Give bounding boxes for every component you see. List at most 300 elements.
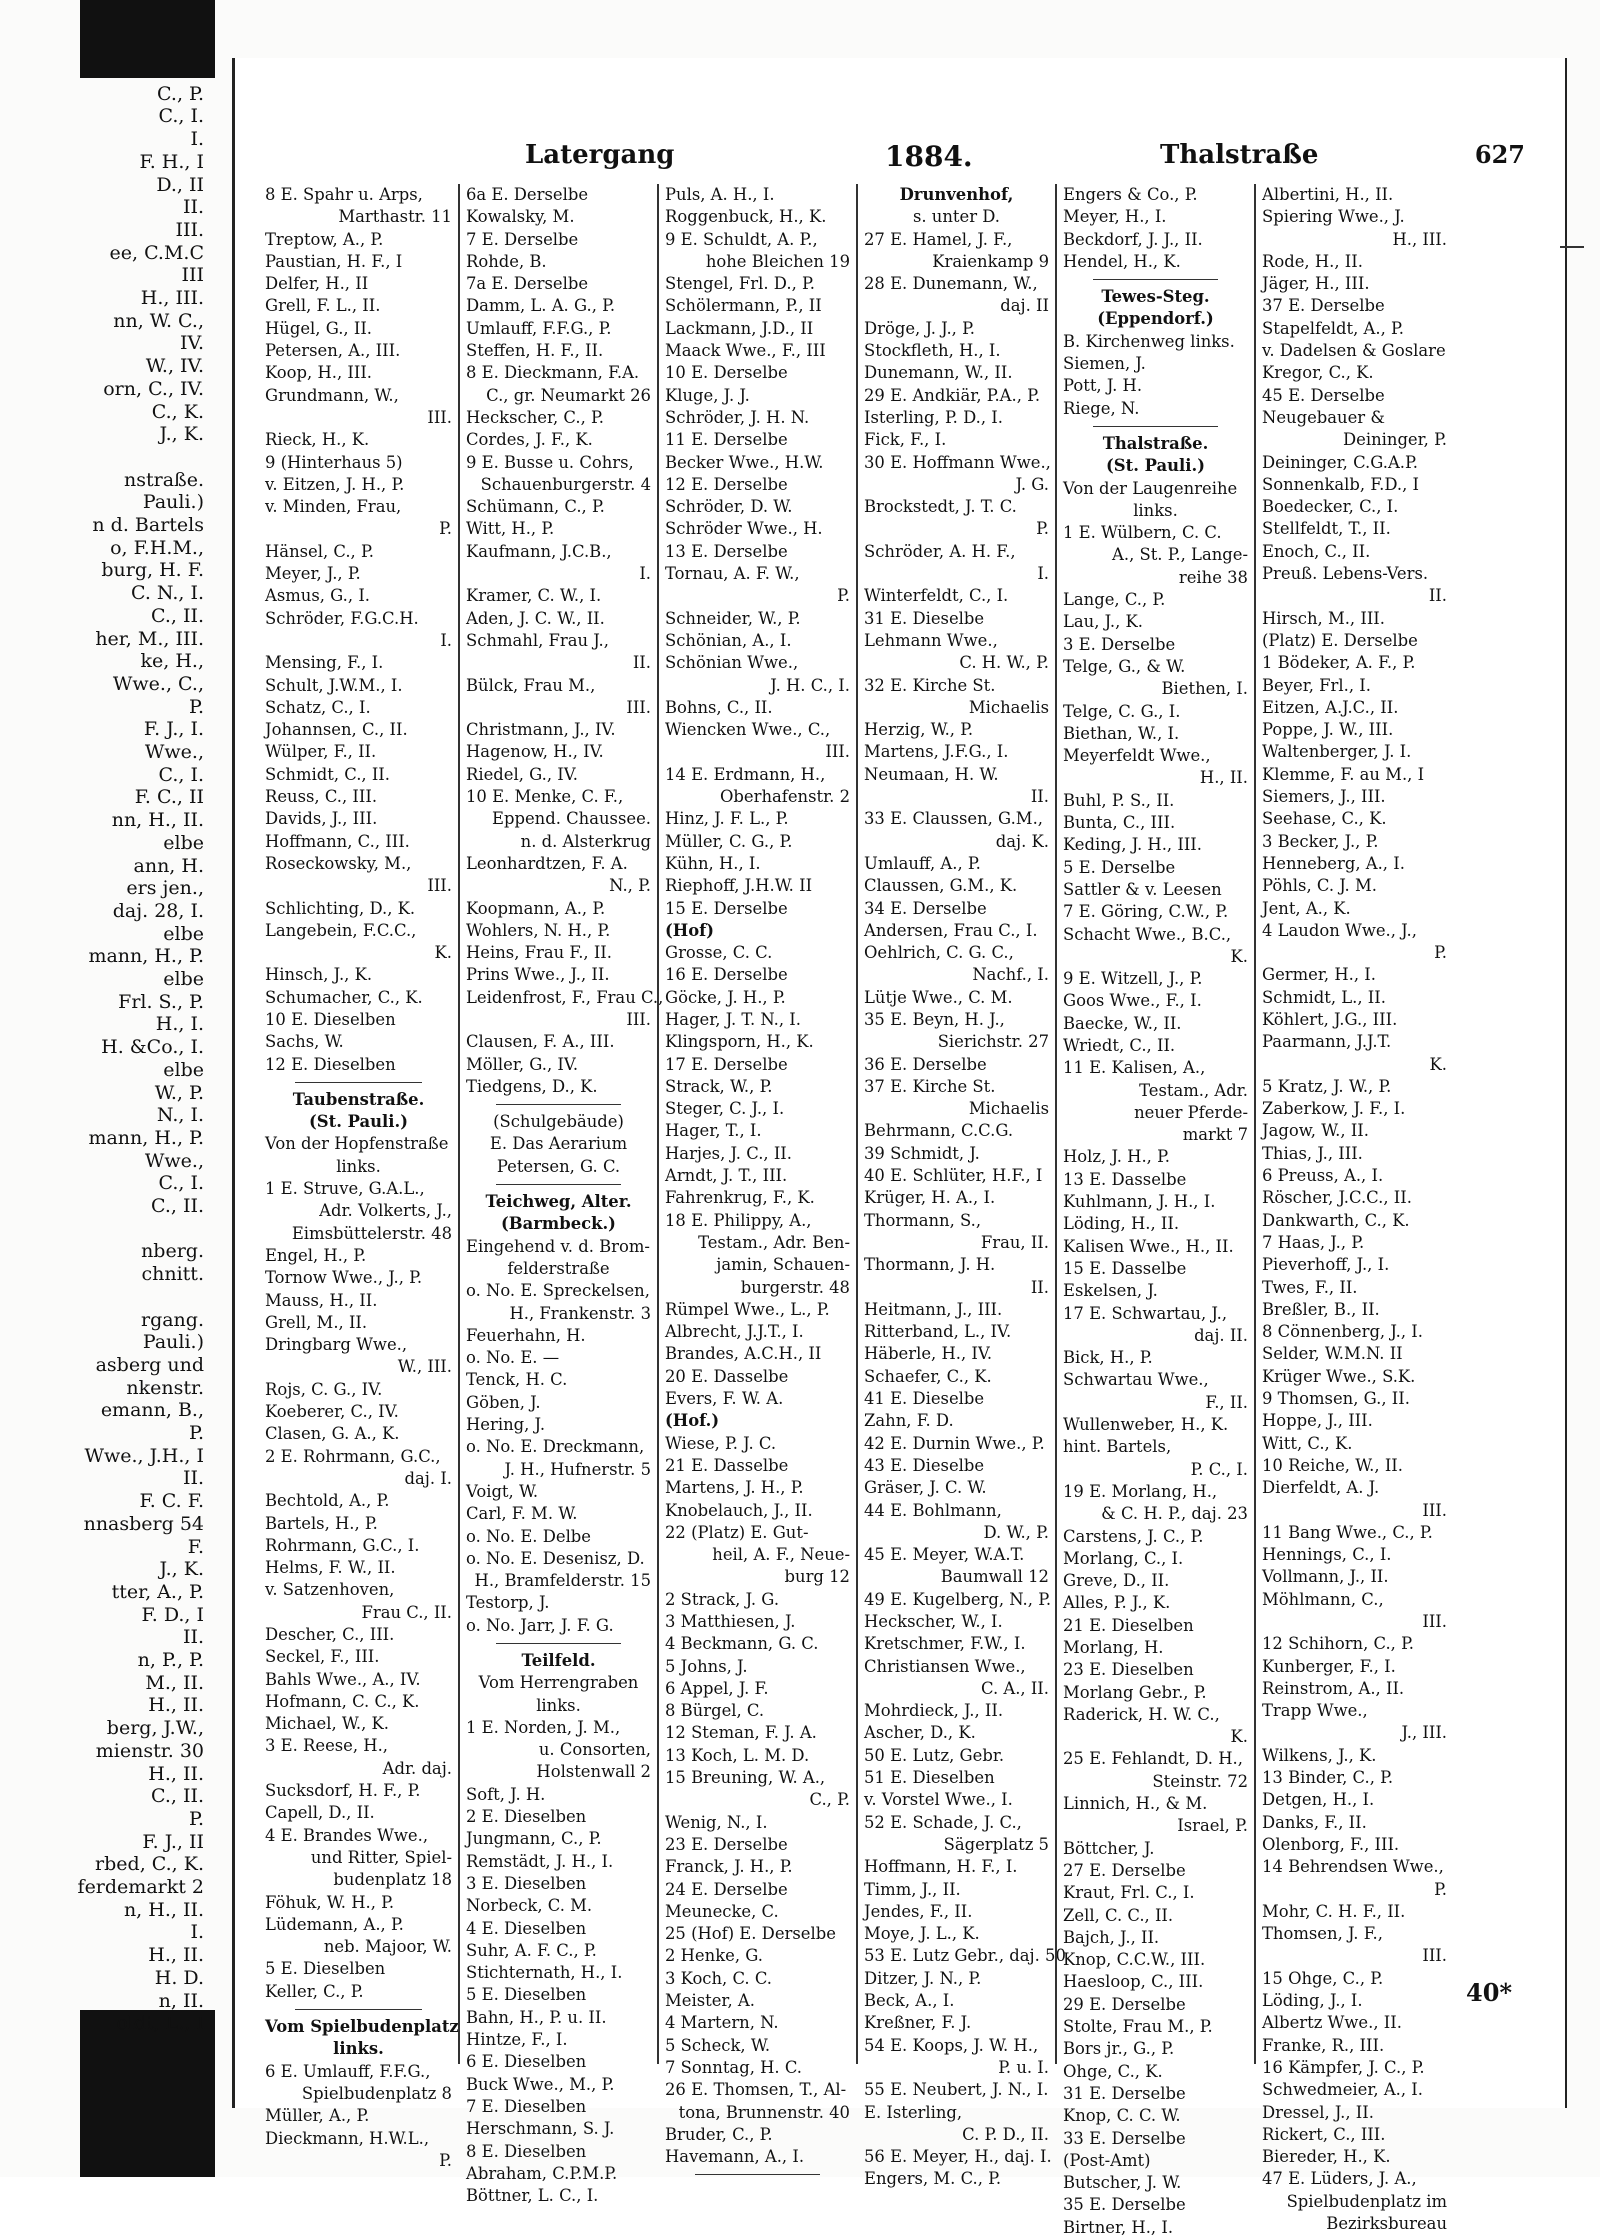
directory-entry: 25 E. Fehlandt, D. H., <box>1063 1749 1243 1769</box>
directory-entry: Sachs, W. <box>265 1032 344 1052</box>
directory-entry: C., gr. Neumarkt 26 <box>486 385 651 405</box>
directory-entry: 10 E. Menke, C. F., <box>466 787 624 807</box>
prev-page-fragment: II. <box>182 196 204 219</box>
column-6 <box>1254 184 1453 2234</box>
section-divider <box>1093 426 1218 427</box>
directory-entry: Koopmann, A., P. <box>466 898 606 918</box>
directory-entry: Schröder Wwe., H. <box>665 519 823 539</box>
directory-entry: 13 E. Derselbe <box>665 541 788 561</box>
directory-entry: III. <box>626 1009 651 1029</box>
directory-entry: 15 Ohge, C., P. <box>1262 1968 1384 1988</box>
directory-entry: Kreßner, F. J. <box>864 2013 972 2033</box>
directory-entry: C., P. <box>809 1790 850 1810</box>
directory-entry: 7 E. Dieselben <box>466 2096 587 2116</box>
directory-entry: Schult, J.W.M., I. <box>265 675 403 695</box>
directory-entry: Delfer, H., II <box>265 274 369 294</box>
section-heading: Drunvenhof, <box>899 185 1014 204</box>
directory-entry: Hügel, G., II. <box>265 318 373 338</box>
directory-entry: Mauss, H., II. <box>265 1290 378 1310</box>
directory-entry: reihe 38 <box>1178 567 1248 587</box>
directory-entry: 6 Appel, J. F. <box>665 1678 769 1698</box>
directory-entry: Schwartau Wwe., <box>1063 1370 1209 1390</box>
prev-page-fragment: F. J., I. <box>143 718 204 741</box>
directory-entry: 6a E. Derselbe <box>466 185 589 204</box>
directory-entry: 51 E. Dieselben <box>864 1768 995 1788</box>
prev-page-fragment: ke, H., <box>140 650 204 673</box>
directory-entry: Bartels, H., P. <box>265 1513 378 1533</box>
column-2 <box>458 184 664 2206</box>
prev-page-fragment: II. <box>182 1626 204 1649</box>
directory-entry: Grell, M., II. <box>265 1312 368 1332</box>
prev-page-fragment: nnasberg 54 <box>83 1512 204 1535</box>
directory-entry: Roggenbuck, H., K. <box>665 207 827 227</box>
directory-entry: Thormann, S., <box>864 1210 982 1230</box>
directory-entry: n. d. Alsterkrug <box>520 831 651 851</box>
directory-entry: Kramer, C. W., I. <box>466 586 602 606</box>
directory-entry: 10 Reiche, W., II. <box>1262 1455 1403 1475</box>
directory-entry: 30 E. Hoffmann Wwe., <box>864 452 1051 472</box>
directory-entry: Umlauff, A., P. <box>864 853 981 873</box>
directory-entry: hint. Bartels, <box>1063 1437 1172 1457</box>
directory-entry: Testam., Adr. Ben- <box>698 1232 850 1252</box>
directory-entry: 21 E. Dieselben <box>1063 1615 1194 1635</box>
directory-entry: Lehmann Wwe., <box>864 630 998 650</box>
directory-entry: Sierichstr. 27 <box>937 1032 1049 1052</box>
directory-entry: jamin, Schauen- <box>716 1255 850 1275</box>
directory-entry: Testorp, J. <box>466 1593 550 1613</box>
directory-entry: Morlang Gebr., P. <box>1063 1682 1207 1702</box>
directory-entry: Langebein, F.C.C., <box>265 920 417 940</box>
directory-entry: Harjes, J. C., II. <box>665 1143 792 1163</box>
directory-entry: v. Minden, Frau, <box>265 497 402 517</box>
directory-entry: 13 Binder, C., P. <box>1262 1768 1394 1788</box>
directory-entry: Bruder, C., P. <box>665 2124 773 2144</box>
directory-entry: Meunecke, C. <box>665 1901 779 1921</box>
directory-entry: P. <box>1036 519 1049 539</box>
directory-entry: hohe Bleichen 19 <box>705 251 850 271</box>
directory-entry: Descher, C., III. <box>265 1625 395 1644</box>
directory-entry: 33 E. Claussen, G.M., <box>864 809 1043 829</box>
directory-entry: Biethen, I. <box>1161 679 1248 699</box>
prev-page-fragment: nn, H., II. <box>111 809 204 832</box>
directory-entry: III. <box>1422 1946 1447 1966</box>
directory-entry: H., III. <box>1392 229 1447 249</box>
directory-entry: Hager, J. T. N., I. <box>665 1009 801 1029</box>
section-heading: (St. Pauli.) <box>1106 456 1205 476</box>
directory-entry: 8 E. Dieckmann, F.A. <box>466 363 640 383</box>
directory-entry: 50 E. Lutz, Gebr. <box>864 1745 1005 1765</box>
prev-page-fragment: daj. 28, I. <box>112 899 204 922</box>
directory-entry: Remstädt, J. H., I. <box>466 1851 614 1871</box>
prev-page-fragment: W., IV. <box>145 355 204 378</box>
directory-entry: Grundmann, W., <box>265 385 399 405</box>
directory-entry: 6 E. Umlauff, F.F.G., <box>265 2061 431 2081</box>
directory-entry: Testam., Adr. <box>1139 1080 1248 1100</box>
directory-entry: P. u. I. <box>998 2057 1049 2077</box>
directory-entry: P. <box>837 586 850 606</box>
directory-entry: Oehlrich, C. G. C., <box>864 943 1014 963</box>
directory-entry: H., Frankenstr. 3 <box>509 1303 651 1323</box>
directory-entry: F., II. <box>1205 1392 1248 1412</box>
directory-entry: Davids, J., III. <box>265 809 378 829</box>
directory-entry: Ohge, C., K. <box>1063 2061 1163 2081</box>
directory-entry: 13 Koch, L. M. D. <box>665 1745 810 1765</box>
prev-page-fragment: asberg und <box>95 1353 204 1376</box>
directory-entry: Herzig, W., P. <box>864 720 974 740</box>
directory-entry: Hering, J. <box>466 1415 546 1435</box>
prev-page-fragment: C., II. <box>150 604 204 627</box>
directory-entry: C. H. W., P. <box>959 653 1049 673</box>
directory-entry: Dröge, J. J., P. <box>864 318 976 338</box>
directory-entry: Kregor, C., K. <box>1262 363 1374 383</box>
directory-entry: Becker Wwe., H.W. <box>665 452 824 472</box>
directory-entry: Wülper, F., II. <box>265 742 377 762</box>
directory-entry: Hendel, H., K. <box>1063 251 1181 271</box>
prev-page-fragment: nkenstr. <box>126 1376 204 1399</box>
directory-entry: Dierfeldt, A. J. <box>1262 1478 1380 1498</box>
directory-entry: Aden, J. C. W., II. <box>466 608 605 628</box>
directory-entry: Sattler & v. Leesen <box>1063 879 1222 899</box>
directory-entry: Rohrmann, G.C., I. <box>265 1535 420 1555</box>
directory-entry: Stolte, Frau M., P. <box>1063 2017 1213 2037</box>
directory-entry: B. Kirchenweg links. <box>1063 331 1235 351</box>
section-heading: Teichweg, Alter. <box>485 1192 632 1212</box>
directory-entry: III. <box>626 697 651 717</box>
directory-entry: J. G. <box>1015 474 1049 494</box>
prev-page-fragment: elbe <box>163 1058 204 1081</box>
directory-entry: Hennings, C., I. <box>1262 1545 1392 1565</box>
directory-entry: Stengel, Frl. D., P. <box>665 274 815 294</box>
directory-entry: Jent, A., K. <box>1262 898 1351 918</box>
prev-page-fragment: elbe <box>163 968 204 990</box>
directory-entry: 14 E. Erdmann, H., <box>665 764 826 784</box>
directory-entry: Kluge, J. J. <box>665 385 750 405</box>
prev-page-fragment: M., II. <box>145 1671 204 1694</box>
directory-entry: 29 E. Derselbe <box>1063 1994 1186 2014</box>
prev-page-fragment: III. <box>175 218 204 241</box>
directory-entry: Kraienkamp 9 <box>932 251 1049 271</box>
prev-page-fragment: H., II. <box>148 1944 204 1967</box>
directory-entry: 17 E. Derselbe <box>665 1054 788 1074</box>
directory-entry: Mohr, C. H. F., II. <box>1262 1901 1406 1921</box>
directory-entry: Mensing, F., I. <box>265 653 384 673</box>
section-divider <box>496 1643 621 1644</box>
directory-entry: Dressel, J., II. <box>1262 2102 1374 2122</box>
directory-entry: 43 E. Dieselbe <box>864 1455 985 1475</box>
section-heading: Taubenstraße. <box>292 1089 425 1109</box>
directory-entry: Steinstr. 72 <box>1152 1771 1248 1791</box>
directory-entry: Israel, P. <box>1177 1816 1248 1836</box>
prev-page-fragment: orn, C., IV. <box>103 377 204 400</box>
prev-page-fragment: rgang. <box>140 1308 204 1331</box>
directory-entry: 22 (Platz) E. Gut- <box>665 1522 809 1542</box>
directory-entry: Lackmann, J.D., II <box>665 318 814 338</box>
directory-entry: 20 E. Dasselbe <box>665 1366 789 1386</box>
directory-entry: P. C., I. <box>1190 1459 1248 1479</box>
directory-entry: Franck, J. H., P. <box>665 1857 793 1877</box>
directory-entry: Kaufmann, J.C.B., <box>466 541 612 561</box>
directory-entry: K. <box>1429 1054 1447 1074</box>
directory-entry: Nachf., I. <box>972 965 1049 985</box>
prev-page-fragment: rbed, C., K. <box>95 1853 204 1876</box>
directory-entry: Zell, C. C., II. <box>1063 1905 1174 1925</box>
prev-page-fragment: n, H., II. <box>123 1898 204 1921</box>
directory-entry: 55 E. Neubert, J. N., I. <box>864 2080 1049 2100</box>
directory-entry: Marthastr. 11 <box>338 207 452 227</box>
directory-entry: 2 Strack, J. G. <box>665 1589 780 1609</box>
directory-entry: Von der Hopfenstraße <box>265 1134 449 1154</box>
directory-entry: Oberhafenstr. 2 <box>720 787 850 807</box>
directory-entry: Thormann, J. H. <box>864 1255 996 1275</box>
directory-entry: Riedel, G., IV. <box>466 764 578 784</box>
directory-entry: Preuß. Lebens-Vers. <box>1262 564 1429 584</box>
directory-entry: links. <box>536 1695 581 1715</box>
directory-entry: J., III. <box>1401 1723 1447 1743</box>
directory-entry: 2 Henke, G. <box>665 1946 763 1966</box>
directory-entry: Wilkens, J., K. <box>1262 1745 1377 1765</box>
directory-entry: Holz, J. H., P. <box>1063 1147 1171 1167</box>
directory-entry: 27 E. Hamel, J. F., <box>864 229 1013 249</box>
directory-entry: Böttner, L. C., I. <box>466 2186 599 2206</box>
prev-page-fragment: mann, H., P. <box>88 1126 204 1149</box>
directory-entry: Lüdemann, A., P. <box>265 1914 404 1934</box>
directory-entry: Eppend. Chaussee. <box>492 809 651 829</box>
directory-entry: Jungmann, C., P. <box>466 1829 602 1849</box>
directory-entry: P. <box>439 519 452 539</box>
section-heading: (Hof) <box>665 920 714 940</box>
directory-entry: 29 E. Andkiär, P.A., P. <box>864 385 1041 405</box>
directory-entry: 1 Bödeker, A. F., P. <box>1262 653 1416 673</box>
directory-entry: Meyerfeldt Wwe., <box>1063 746 1211 766</box>
directory-entry: Beyer, Frl., I. <box>1262 675 1371 695</box>
directory-entry: Andersen, Frau C., I. <box>864 920 1038 940</box>
directory-entry: Sonnenkalb, F.D., I <box>1262 474 1420 494</box>
directory-entry: 4 Martern, N. <box>665 2013 779 2033</box>
directory-entry: 12 Schihorn, C., P. <box>1262 1634 1415 1654</box>
directory-entry: Frau, II. <box>980 1232 1049 1252</box>
directory-entry: 3 E. Dieselben <box>466 1873 587 1893</box>
directory-entry: 9 E. Schuldt, A. P., <box>665 229 818 249</box>
prev-page-fragment: W., P. <box>154 1081 204 1104</box>
directory-entry: 37 E. Derselbe <box>1262 296 1385 316</box>
prev-page-fragment: emann, B., <box>100 1399 204 1422</box>
directory-entry: Hänsel, C., P. <box>265 541 374 561</box>
directory-entry: 9 (Hinterhaus 5) <box>265 452 403 472</box>
directory-entry: Stellfeldt, T., II. <box>1262 519 1391 539</box>
prev-page-fragment: n, P., P. <box>137 1649 204 1671</box>
directory-entry: Helms, F. W., II. <box>265 1558 396 1578</box>
directory-entry: Schröder, F.G.C.H. <box>265 608 419 628</box>
directory-entry: Tenck, H. C. <box>466 1370 568 1390</box>
directory-entry: und Ritter, Spiel- <box>310 1847 452 1867</box>
directory-entry: Rode, H., II. <box>1262 251 1363 271</box>
directory-entry: 28 E. Dunemann, W., <box>864 274 1038 294</box>
directory-entry: Tornau, A. F. W., <box>665 564 800 584</box>
directory-entry: 35 E. Beyn, H. J., <box>864 1009 1005 1029</box>
directory-entry: Hagenow, H., IV. <box>466 742 604 762</box>
directory-entry: 9 Thomsen, G., II. <box>1262 1389 1410 1409</box>
directory-entry: Hoffmann, C., III. <box>265 831 410 851</box>
prev-page-fragment: chnitt. <box>141 1263 204 1286</box>
directory-entry: s. unter D. <box>912 207 1001 227</box>
directory-entry: Martens, J. H., P. <box>665 1478 804 1498</box>
directory-entry: Timm, J., II. <box>864 1879 961 1899</box>
directory-entry: Puls, A. H., I. <box>665 185 775 204</box>
prev-page-fragment: F. D., I <box>141 1603 204 1626</box>
directory-entry: daj. II <box>1000 296 1049 316</box>
directory-entry: Butscher, J. W. <box>1063 2173 1182 2193</box>
prev-page-fragment: ferdemarkt 2 <box>77 1876 204 1898</box>
directory-entry: 19 E. Morlang, H., <box>1063 1481 1218 1501</box>
directory-entry: o. No. E. Dreckmann, <box>466 1437 645 1457</box>
directory-entry: II. <box>1030 787 1049 807</box>
section-heading: (Eppendorf.) <box>1097 309 1214 329</box>
directory-entry: 8 E. Dieselben <box>466 2141 587 2161</box>
directory-entry: Moye, J. L., K. <box>864 1924 980 1944</box>
directory-entry: felderstraße <box>507 1258 610 1278</box>
directory-entry: 36 E. Derselbe <box>864 1054 987 1074</box>
prev-page-fragment: P. <box>189 1422 204 1444</box>
directory-entry: neb. Majoor, W. <box>323 1937 452 1957</box>
directory-entry: Seehase, C., K. <box>1262 809 1387 829</box>
directory-entry: Michaelis <box>968 697 1049 717</box>
directory-entry: Hinz, J. F. L., P. <box>665 809 789 829</box>
directory-entry: N., P. <box>609 876 651 896</box>
directory-entry: daj. I. <box>404 1468 452 1488</box>
directory-entry: Wiese, P. J. C. <box>665 1433 777 1453</box>
column-3 <box>657 184 856 2167</box>
directory-entry: 16 E. Derselbe <box>665 965 788 985</box>
directory-entry: Christiansen Wwe., <box>864 1656 1026 1676</box>
directory-entry: Bunta, C., III. <box>1063 813 1176 833</box>
directory-entry: 35 E. Derselbe <box>1063 2195 1186 2215</box>
directory-entry: H., Bramfelderstr. 15 <box>474 1571 651 1591</box>
directory-entry: Hoffmann, H. F., I. <box>864 1857 1018 1877</box>
prev-page-fragment: N., I. <box>156 1104 204 1127</box>
directory-entry: Siemen, J. <box>1063 354 1146 374</box>
prev-page-fragment: oldt, L., I <box>116 2012 204 2035</box>
prev-page-fragment: C., P. <box>157 82 204 105</box>
directory-entry: Johannsen, C., II. <box>265 720 408 740</box>
directory-entry: Grell, F. L., II. <box>265 296 381 316</box>
directory-entry: I. <box>1037 564 1049 584</box>
directory-entry: 33 E. Derselbe <box>1063 2128 1186 2148</box>
directory-entry: 31 E. Derselbe <box>1063 2083 1186 2103</box>
directory-entry: Stockfleth, H., I. <box>864 341 1001 361</box>
directory-entry: Leidenfrost, F., Frau C., <box>466 987 664 1007</box>
prev-page-fragment: H., I. <box>155 1013 204 1036</box>
section-divider <box>295 2009 422 2010</box>
directory-entry: Schröder, J. H. N. <box>665 407 810 427</box>
directory-entry: Hintze, F., I. <box>466 2030 568 2050</box>
prev-page-fragment: C., I. <box>158 1172 204 1195</box>
directory-entry: (Schulgebäude) <box>493 1112 624 1132</box>
prev-page-fragment: F. <box>187 1535 204 1558</box>
directory-entry: Tiedgens, D., K. <box>466 1076 598 1096</box>
directory-entry: 5 E. Derselbe <box>1063 857 1176 877</box>
directory-entry: 8 E. Spahr u. Arps, <box>265 185 423 204</box>
directory-entry: o. No. E. Desenisz, D. <box>466 1548 645 1568</box>
directory-entry: Engel, H., P. <box>265 1245 367 1265</box>
directory-entry: Buhl, P. S., II. <box>1063 790 1175 810</box>
prev-page-fragment: D., II <box>156 173 204 196</box>
directory-entry: Schönian, A., I. <box>665 630 792 650</box>
directory-entry: 45 E. Meyer, W.A.T. <box>864 1545 1025 1565</box>
directory-entry: Raderick, H. W. C., <box>1063 1704 1220 1724</box>
directory-entry: neuer Pferde- <box>1134 1102 1248 1122</box>
directory-entry: Wiencken Wwe., C., <box>665 720 831 740</box>
directory-entry: 3 Becker, J., P. <box>1262 831 1379 851</box>
directory-entry: Adr. Volkerts, J., <box>319 1201 452 1221</box>
directory-entry: Müller, A., P. <box>265 2106 370 2126</box>
directory-entry: 15 E. Dasselbe <box>1063 1258 1187 1278</box>
header-right-street: Thalstraße <box>1160 140 1319 170</box>
directory-entry: II. <box>1428 586 1447 606</box>
directory-entry: Gräser, J. C. W. <box>864 1478 987 1498</box>
prev-page-fragment: C., K. <box>151 400 204 423</box>
directory-entry: & C. H. P., daj. 23 <box>1101 1504 1248 1524</box>
directory-entry: Kunberger, F., I. <box>1262 1656 1396 1676</box>
directory-entry: Sägerplatz 5 <box>943 1834 1049 1854</box>
directory-entry: Isterling, P. D., I. <box>864 407 1003 427</box>
directory-entry: Vollmann, J., II. <box>1262 1567 1389 1587</box>
directory-entry: Göben, J. <box>466 1392 541 1412</box>
directory-entry: Pöhls, C. J. M. <box>1262 876 1377 896</box>
directory-entry: Schröder, A. H. F., <box>864 541 1016 561</box>
directory-entry: Häberle, H., IV. <box>864 1344 993 1364</box>
directory-entry: Göcke, J. H., P. <box>665 987 786 1007</box>
directory-entry: Thias, J., III. <box>1262 1143 1363 1163</box>
directory-entry: Feuerhahn, H. <box>466 1325 586 1345</box>
column-1 <box>259 184 459 2170</box>
directory-entry: Meister, A. <box>665 1991 755 2011</box>
directory-entry: 11 Bang Wwe., C., P. <box>1262 1522 1433 1542</box>
previous-page-edge <box>0 60 210 2040</box>
directory-entry: Spiering Wwe., J. <box>1262 207 1405 227</box>
directory-entry: Norbeck, C. M. <box>466 1896 593 1916</box>
section-heading: links. <box>333 2039 384 2059</box>
directory-entry: III. <box>427 407 452 427</box>
directory-page <box>232 58 1567 2237</box>
directory-entry: Leonhardtzen, F. A. <box>466 853 628 873</box>
directory-entry: Klemme, F. au M., I <box>1262 764 1425 784</box>
directory-entry: Schröder, D. W. <box>665 497 793 517</box>
directory-entry: 5 Johns, J. <box>665 1656 748 1676</box>
directory-entry: Ascher, D., K. <box>864 1723 976 1743</box>
directory-entry: 17 E. Schwartau, J., <box>1063 1303 1228 1323</box>
directory-entry: Petersen, G. C. <box>496 1156 621 1176</box>
prev-page-fragment: P. <box>189 1807 204 1830</box>
directory-entry: Damm, L. A. G., P. <box>466 296 616 316</box>
directory-entry: Frau C., II. <box>361 1602 452 1622</box>
prev-page-fragment: I. <box>190 1921 204 1944</box>
directory-entry: Riege, N. <box>1063 398 1140 418</box>
directory-entry: Henneberg, A., I. <box>1262 853 1405 873</box>
directory-entry: 4 Laudon Wwe., J., <box>1262 920 1417 940</box>
directory-entry: Haesloop, C., III. <box>1063 1972 1204 1992</box>
directory-entry: Deininger, P. <box>1343 430 1447 450</box>
prev-page-fragment: mienstr. 30 <box>95 1739 204 1762</box>
directory-entry: Prins Wwe., J., II. <box>466 965 610 985</box>
directory-entry: Schneider, W., P. <box>665 608 801 628</box>
directory-entry: Beck, A., I. <box>864 1991 955 2011</box>
directory-entry: 5 Kratz, J. W., P. <box>1262 1076 1392 1096</box>
directory-entry: J. H. C., I. <box>770 675 850 695</box>
directory-entry: Heitmann, J., III. <box>864 1299 1003 1319</box>
directory-entry: Ditzer, J. N., P. <box>864 1968 982 1988</box>
prev-page-fragment: Wwe., J.H., I <box>84 1444 204 1467</box>
directory-entry: 1 E. Struve, G.A.L., <box>265 1179 425 1199</box>
